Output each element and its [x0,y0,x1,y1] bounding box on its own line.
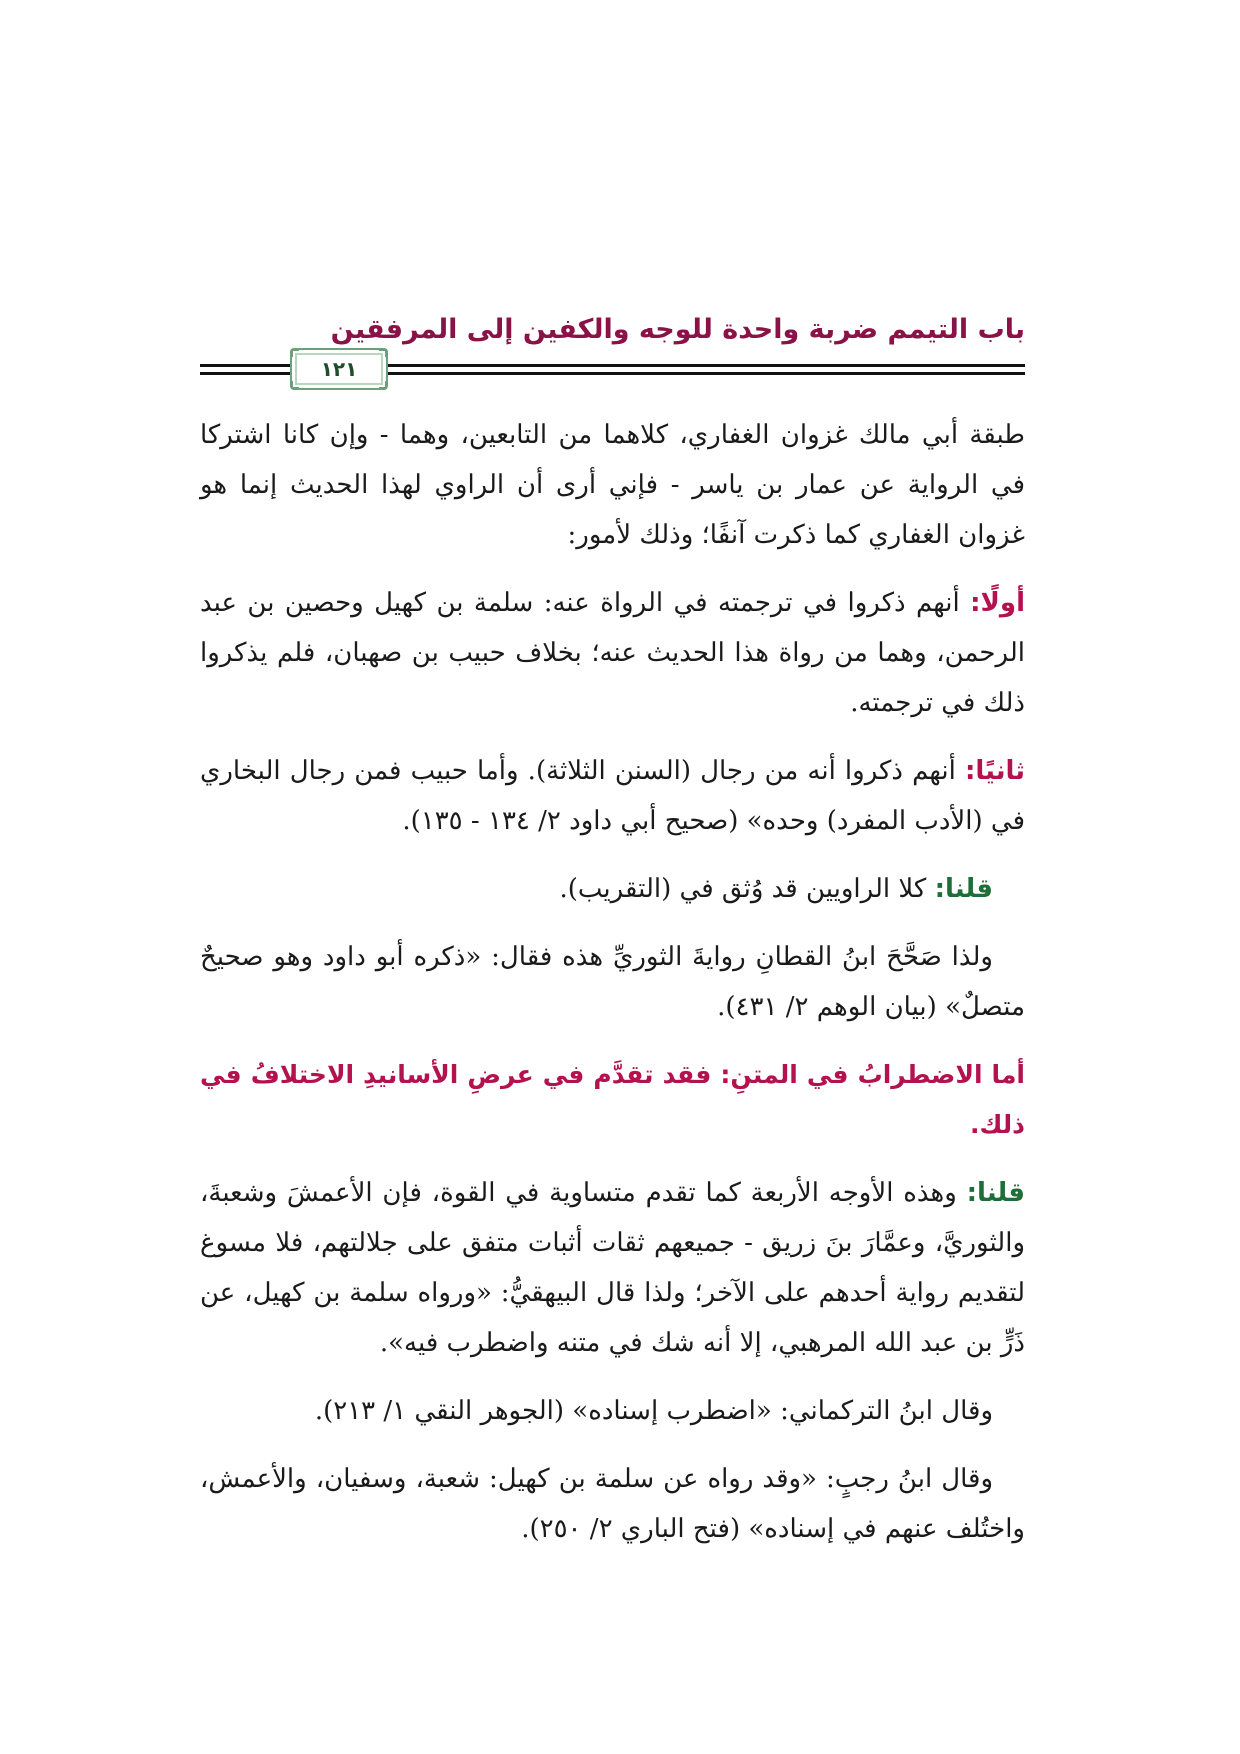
paragraph-lead: ثانيًا: [964,756,1025,786]
paragraph-1: طبقة أبي مالك غزوان الغفاري، كلاهما من التابعين، وهما - وإن كانا اشتركا في الرواية عن عمار بن ياسر - فإني أرى أن الراوي لهذا الحديث إنما هو غزوان الغفاري كما ذكرت آنفًا؛ وذلك لأمور: [200,420,1025,550]
section-heading: أما الاضطرابُ في المتنِ: فقد تقدَّم في عرضِ الأسانيدِ الاختلافُ في ذلك. [200,1060,1025,1139]
paragraph-lead: أولًا: [970,588,1025,618]
page-number: ١٢١ [320,357,358,381]
page-number-frame [290,348,388,390]
page-body [200,410,1025,1572]
paragraph-lead: قلنا: [934,874,993,904]
paragraph-3 [200,746,1025,846]
paragraph-text: كلا الراويين قد وُثق في (التقريب). [559,874,935,904]
paragraph-4 [200,864,1025,914]
paragraph-text: أنهم ذكروا أنه من رجال (السنن الثلاثة). وأما حبيب فمن رجال البخاري في (الأدب المفرد) وحده» (صحيح أبي داود ٢/ ١٣٤ - ١٣٥). [200,756,1025,836]
paragraph-5: ولذا صَحَّحَ ابنُ القطانِ روايةَ الثوريِّ هذه فقال: «ذكره أبو داود وهو صحيحٌ متصلٌ» (بيان الوهم ٢/ ٤٣١). [200,942,1025,1022]
paragraph-text: أنهم ذكروا في ترجمته في الرواة عنه: سلمة بن كهيل وحصين بن عبد الرحمن، وهما من رواة هذا الحديث عنه؛ بخلاف حبيب بن صهبان، فلم يذكروا ذلك في ترجمته. [200,588,1025,718]
paragraph-7: وقال ابنُ التركماني: «اضطرب إسناده» (الجوهر النقي ١/ ٢١٣). [314,1396,993,1426]
page-header [200,308,1025,388]
paragraph-2 [200,578,1025,728]
paragraph-text: وهذه الأوجه الأربعة كما تقدم متساوية في القوة، فإن الأعمشَ وشعبةَ، والثوريَّ، وعمَّارَ بنَ زريق - جميعهم ثقات أثبات متفق على جلالتهم، فلا مسوغ لتقديم رواية أحدهم على الآخر؛ ولذا قال البيهقيُّ: «ورواه سلمة بن كهيل، عن ذَرٍّ بن عبد الله المرهبي، إلا أنه شك في متنه واضطرب فيه». [200,1178,1025,1358]
paragraph-8: وقال ابنُ رجبٍ: «وقد رواه عن سلمة بن كهيل: شعبة، وسفيان، والأعمش، واختُلف عنهم في إسناده» (فتح الباري ٢/ ٢٥٠). [200,1464,1025,1544]
paragraph-lead: قلنا: [966,1178,1025,1208]
chapter-title: باب التيمم ضربة واحدة للوجه والكفين إلى المرفقين [330,314,1025,345]
paragraph-6 [200,1168,1025,1368]
